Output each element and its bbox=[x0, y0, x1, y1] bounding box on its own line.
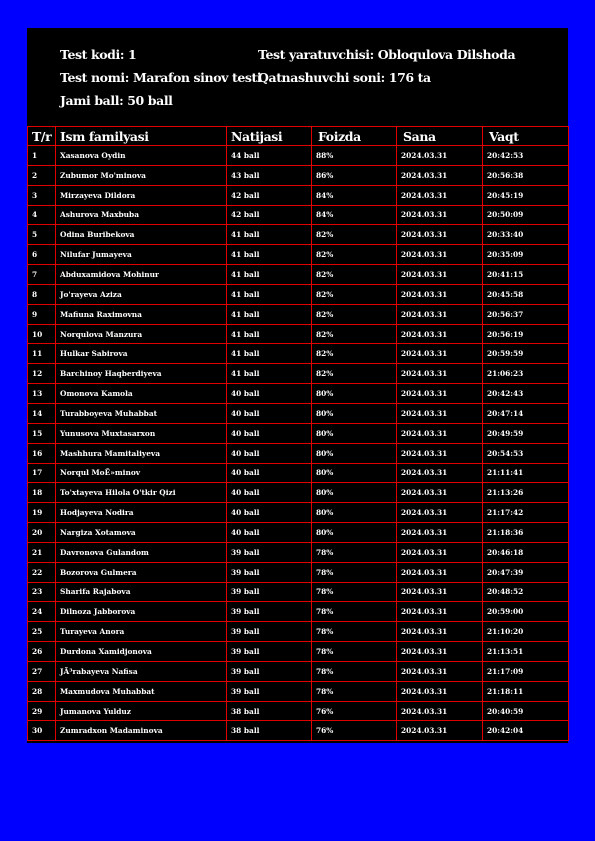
percent: 82% bbox=[312, 284, 397, 304]
table-row bbox=[28, 245, 569, 265]
score: 39 ball bbox=[227, 542, 312, 562]
participant-name: Turayeva Anora bbox=[56, 622, 227, 642]
participant-name: Hulkar Sabirova bbox=[56, 344, 227, 364]
participant-name: Turabboyeva Muhabbat bbox=[56, 403, 227, 423]
table-header-row bbox=[28, 127, 569, 146]
time: 21:06:23 bbox=[483, 364, 569, 384]
percent: 80% bbox=[312, 503, 397, 523]
row-number: 8 bbox=[28, 284, 56, 304]
row-number: 7 bbox=[28, 265, 56, 285]
table-row bbox=[28, 344, 569, 364]
table-row bbox=[28, 265, 569, 285]
row-number: 10 bbox=[28, 324, 56, 344]
percent: 82% bbox=[312, 324, 397, 344]
time: 20:59:59 bbox=[483, 344, 569, 364]
row-number: 29 bbox=[28, 701, 56, 721]
time: 20:48:52 bbox=[483, 582, 569, 602]
percent: 82% bbox=[312, 364, 397, 384]
participant-name: Mirzayeva Dildora bbox=[56, 185, 227, 205]
column-header-date: Sana bbox=[397, 127, 483, 146]
test-info-header bbox=[27, 28, 568, 126]
percent: 78% bbox=[312, 562, 397, 582]
date: 2024.03.31 bbox=[397, 403, 483, 423]
table-row bbox=[28, 304, 569, 324]
time: 20:47:39 bbox=[483, 562, 569, 582]
score: 39 ball bbox=[227, 681, 312, 701]
score: 40 ball bbox=[227, 384, 312, 404]
percent: 78% bbox=[312, 622, 397, 642]
time: 21:13:26 bbox=[483, 483, 569, 503]
table-row bbox=[28, 443, 569, 463]
row-number: 19 bbox=[28, 503, 56, 523]
time: 20:56:37 bbox=[483, 304, 569, 324]
participant-name: Zumradxon Madaminova bbox=[56, 721, 227, 741]
column-header-time: Vaqt bbox=[483, 127, 569, 146]
date: 2024.03.31 bbox=[397, 443, 483, 463]
score: 41 ball bbox=[227, 304, 312, 324]
date: 2024.03.31 bbox=[397, 146, 483, 166]
table-row bbox=[28, 582, 569, 602]
percent: 78% bbox=[312, 602, 397, 622]
date: 2024.03.31 bbox=[397, 423, 483, 443]
table-row bbox=[28, 146, 569, 166]
score: 41 ball bbox=[227, 364, 312, 384]
time: 20:42:53 bbox=[483, 146, 569, 166]
date: 2024.03.31 bbox=[397, 364, 483, 384]
percent: 80% bbox=[312, 403, 397, 423]
date: 2024.03.31 bbox=[397, 523, 483, 543]
time: 20:42:43 bbox=[483, 384, 569, 404]
date: 2024.03.31 bbox=[397, 483, 483, 503]
score: 42 ball bbox=[227, 185, 312, 205]
score: 38 ball bbox=[227, 721, 312, 741]
table-row bbox=[28, 165, 569, 185]
percent: 76% bbox=[312, 701, 397, 721]
score: 39 ball bbox=[227, 622, 312, 642]
participant-name: Sharifa Rajabova bbox=[56, 582, 227, 602]
participant-name: Bozorova Gulmera bbox=[56, 562, 227, 582]
score: 39 ball bbox=[227, 582, 312, 602]
date: 2024.03.31 bbox=[397, 661, 483, 681]
row-number: 6 bbox=[28, 245, 56, 265]
participant-name: Durdona Xamidjonova bbox=[56, 642, 227, 662]
percent: 82% bbox=[312, 245, 397, 265]
row-number: 26 bbox=[28, 642, 56, 662]
date: 2024.03.31 bbox=[397, 185, 483, 205]
participant-name: Jo'rayeva Aziza bbox=[56, 284, 227, 304]
time: 20:46:18 bbox=[483, 542, 569, 562]
time: 20:33:40 bbox=[483, 225, 569, 245]
percent: 80% bbox=[312, 443, 397, 463]
time: 21:17:42 bbox=[483, 503, 569, 523]
percent: 78% bbox=[312, 542, 397, 562]
table-row bbox=[28, 642, 569, 662]
time: 20:40:59 bbox=[483, 701, 569, 721]
score: 40 ball bbox=[227, 443, 312, 463]
date: 2024.03.31 bbox=[397, 721, 483, 741]
score: 40 ball bbox=[227, 483, 312, 503]
table-row bbox=[28, 284, 569, 304]
date: 2024.03.31 bbox=[397, 503, 483, 523]
score: 40 ball bbox=[227, 423, 312, 443]
percent: 82% bbox=[312, 344, 397, 364]
row-number: 25 bbox=[28, 622, 56, 642]
date: 2024.03.31 bbox=[397, 304, 483, 324]
score: 41 ball bbox=[227, 245, 312, 265]
participant-name: Omonova Kamola bbox=[56, 384, 227, 404]
time: 20:47:14 bbox=[483, 403, 569, 423]
percent: 86% bbox=[312, 165, 397, 185]
table-row bbox=[28, 523, 569, 543]
table-row bbox=[28, 403, 569, 423]
table-row bbox=[28, 602, 569, 622]
score: 41 ball bbox=[227, 284, 312, 304]
row-number: 20 bbox=[28, 523, 56, 543]
time: 21:18:36 bbox=[483, 523, 569, 543]
score: 42 ball bbox=[227, 205, 312, 225]
row-number: 9 bbox=[28, 304, 56, 324]
date: 2024.03.31 bbox=[397, 642, 483, 662]
table-row bbox=[28, 483, 569, 503]
participant-name: Dilnoza Jabborova bbox=[56, 602, 227, 622]
percent: 80% bbox=[312, 423, 397, 443]
percent: 80% bbox=[312, 463, 397, 483]
percent: 80% bbox=[312, 483, 397, 503]
time: 20:41:15 bbox=[483, 265, 569, 285]
row-number: 28 bbox=[28, 681, 56, 701]
table-row bbox=[28, 205, 569, 225]
date: 2024.03.31 bbox=[397, 463, 483, 483]
row-number: 13 bbox=[28, 384, 56, 404]
participant-name: JÃ³rabayeva Nafisa bbox=[56, 661, 227, 681]
date: 2024.03.31 bbox=[397, 582, 483, 602]
participant-name: To'xtayeva Hilola O'tkir Qizi bbox=[56, 483, 227, 503]
score: 41 ball bbox=[227, 344, 312, 364]
percent: 82% bbox=[312, 304, 397, 324]
time: 20:45:19 bbox=[483, 185, 569, 205]
percent: 78% bbox=[312, 582, 397, 602]
time: 20:59:00 bbox=[483, 602, 569, 622]
time: 20:54:53 bbox=[483, 443, 569, 463]
score: 40 ball bbox=[227, 463, 312, 483]
score: 43 ball bbox=[227, 165, 312, 185]
score: 39 ball bbox=[227, 642, 312, 662]
row-number: 21 bbox=[28, 542, 56, 562]
percent: 78% bbox=[312, 681, 397, 701]
row-number: 1 bbox=[28, 146, 56, 166]
score: 39 ball bbox=[227, 602, 312, 622]
time: 20:56:19 bbox=[483, 324, 569, 344]
table-row bbox=[28, 562, 569, 582]
participant-name: Norqul MoÊ»minov bbox=[56, 463, 227, 483]
time: 21:13:51 bbox=[483, 642, 569, 662]
results-table bbox=[27, 126, 569, 741]
participant-name: Ashurova Maxbuba bbox=[56, 205, 227, 225]
row-number: 5 bbox=[28, 225, 56, 245]
date: 2024.03.31 bbox=[397, 344, 483, 364]
percent: 78% bbox=[312, 642, 397, 662]
percent: 88% bbox=[312, 146, 397, 166]
row-number: 18 bbox=[28, 483, 56, 503]
participant-name: Yunusova Muxtasarxon bbox=[56, 423, 227, 443]
row-number: 30 bbox=[28, 721, 56, 741]
time: 21:18:11 bbox=[483, 681, 569, 701]
participant-name: Odina Buribekova bbox=[56, 225, 227, 245]
table-row bbox=[28, 542, 569, 562]
row-number: 14 bbox=[28, 403, 56, 423]
table-row bbox=[28, 384, 569, 404]
time: 20:49:59 bbox=[483, 423, 569, 443]
table-row bbox=[28, 503, 569, 523]
score: 39 ball bbox=[227, 661, 312, 681]
row-number: 15 bbox=[28, 423, 56, 443]
time: 20:50:09 bbox=[483, 205, 569, 225]
date: 2024.03.31 bbox=[397, 225, 483, 245]
date: 2024.03.31 bbox=[397, 324, 483, 344]
result-sheet bbox=[27, 28, 568, 743]
row-number: 17 bbox=[28, 463, 56, 483]
participant-count: Qatnashuvchi soni: 176 ta bbox=[258, 70, 431, 85]
percent: 78% bbox=[312, 661, 397, 681]
row-number: 4 bbox=[28, 205, 56, 225]
percent: 80% bbox=[312, 384, 397, 404]
date: 2024.03.31 bbox=[397, 205, 483, 225]
row-number: 22 bbox=[28, 562, 56, 582]
score: 41 ball bbox=[227, 265, 312, 285]
percent: 80% bbox=[312, 523, 397, 543]
table-row bbox=[28, 661, 569, 681]
row-number: 2 bbox=[28, 165, 56, 185]
table-row bbox=[28, 622, 569, 642]
time: 20:56:38 bbox=[483, 165, 569, 185]
participant-name: Norqulova Manzura bbox=[56, 324, 227, 344]
participant-name: Mashhura Mamitaliyeva bbox=[56, 443, 227, 463]
date: 2024.03.31 bbox=[397, 602, 483, 622]
date: 2024.03.31 bbox=[397, 265, 483, 285]
participant-name: Mafiuna Raximovna bbox=[56, 304, 227, 324]
table-row bbox=[28, 225, 569, 245]
score: 40 ball bbox=[227, 503, 312, 523]
table-row bbox=[28, 423, 569, 443]
percent: 82% bbox=[312, 225, 397, 245]
table-row bbox=[28, 364, 569, 384]
test-creator: Test yaratuvchisi: Obloqulova Dilshoda bbox=[258, 47, 516, 62]
participant-name: Nilufar Jumayeva bbox=[56, 245, 227, 265]
date: 2024.03.31 bbox=[397, 562, 483, 582]
time: 21:17:09 bbox=[483, 661, 569, 681]
participant-name: Jumanova Yulduz bbox=[56, 701, 227, 721]
participant-name: Barchinoy Haqberdiyeva bbox=[56, 364, 227, 384]
table-row bbox=[28, 681, 569, 701]
date: 2024.03.31 bbox=[397, 384, 483, 404]
row-number: 11 bbox=[28, 344, 56, 364]
total-score: Jami ball: 50 ball bbox=[60, 93, 173, 108]
date: 2024.03.31 bbox=[397, 542, 483, 562]
score: 39 ball bbox=[227, 562, 312, 582]
score: 40 ball bbox=[227, 523, 312, 543]
date: 2024.03.31 bbox=[397, 681, 483, 701]
participant-name: Maxmudova Muhabbat bbox=[56, 681, 227, 701]
column-header-percent: Foizda bbox=[312, 127, 397, 146]
row-number: 16 bbox=[28, 443, 56, 463]
participant-name: Abduxamidova Mohinur bbox=[56, 265, 227, 285]
table-row bbox=[28, 324, 569, 344]
table-row bbox=[28, 185, 569, 205]
date: 2024.03.31 bbox=[397, 284, 483, 304]
column-header-result: Natijasi bbox=[227, 127, 312, 146]
date: 2024.03.31 bbox=[397, 165, 483, 185]
participant-name: Davronova Gulandom bbox=[56, 542, 227, 562]
participant-name: Xasanova Oydin bbox=[56, 146, 227, 166]
percent: 82% bbox=[312, 265, 397, 285]
time: 21:10:20 bbox=[483, 622, 569, 642]
date: 2024.03.31 bbox=[397, 245, 483, 265]
time: 21:11:41 bbox=[483, 463, 569, 483]
score: 41 ball bbox=[227, 225, 312, 245]
row-number: 3 bbox=[28, 185, 56, 205]
score: 41 ball bbox=[227, 324, 312, 344]
row-number: 27 bbox=[28, 661, 56, 681]
date: 2024.03.31 bbox=[397, 701, 483, 721]
test-code: Test kodi: 1 bbox=[60, 47, 137, 62]
table-row bbox=[28, 463, 569, 483]
participant-name: Zubumor Mo'minova bbox=[56, 165, 227, 185]
table-row bbox=[28, 701, 569, 721]
column-header-name: Ism familyasi bbox=[56, 127, 227, 146]
participant-name: Hodjayeva Nodira bbox=[56, 503, 227, 523]
column-header-number: T/r bbox=[28, 127, 56, 146]
participant-name: Nargiza Xotamova bbox=[56, 523, 227, 543]
score: 40 ball bbox=[227, 403, 312, 423]
time: 20:42:04 bbox=[483, 721, 569, 741]
percent: 84% bbox=[312, 205, 397, 225]
table-row bbox=[28, 721, 569, 741]
score: 44 ball bbox=[227, 146, 312, 166]
date: 2024.03.31 bbox=[397, 622, 483, 642]
row-number: 12 bbox=[28, 364, 56, 384]
percent: 76% bbox=[312, 721, 397, 741]
row-number: 24 bbox=[28, 602, 56, 622]
percent: 84% bbox=[312, 185, 397, 205]
score: 38 ball bbox=[227, 701, 312, 721]
row-number: 23 bbox=[28, 582, 56, 602]
time: 20:35:09 bbox=[483, 245, 569, 265]
test-name: Test nomi: Marafon sinov testi bbox=[60, 70, 262, 85]
time: 20:45:58 bbox=[483, 284, 569, 304]
